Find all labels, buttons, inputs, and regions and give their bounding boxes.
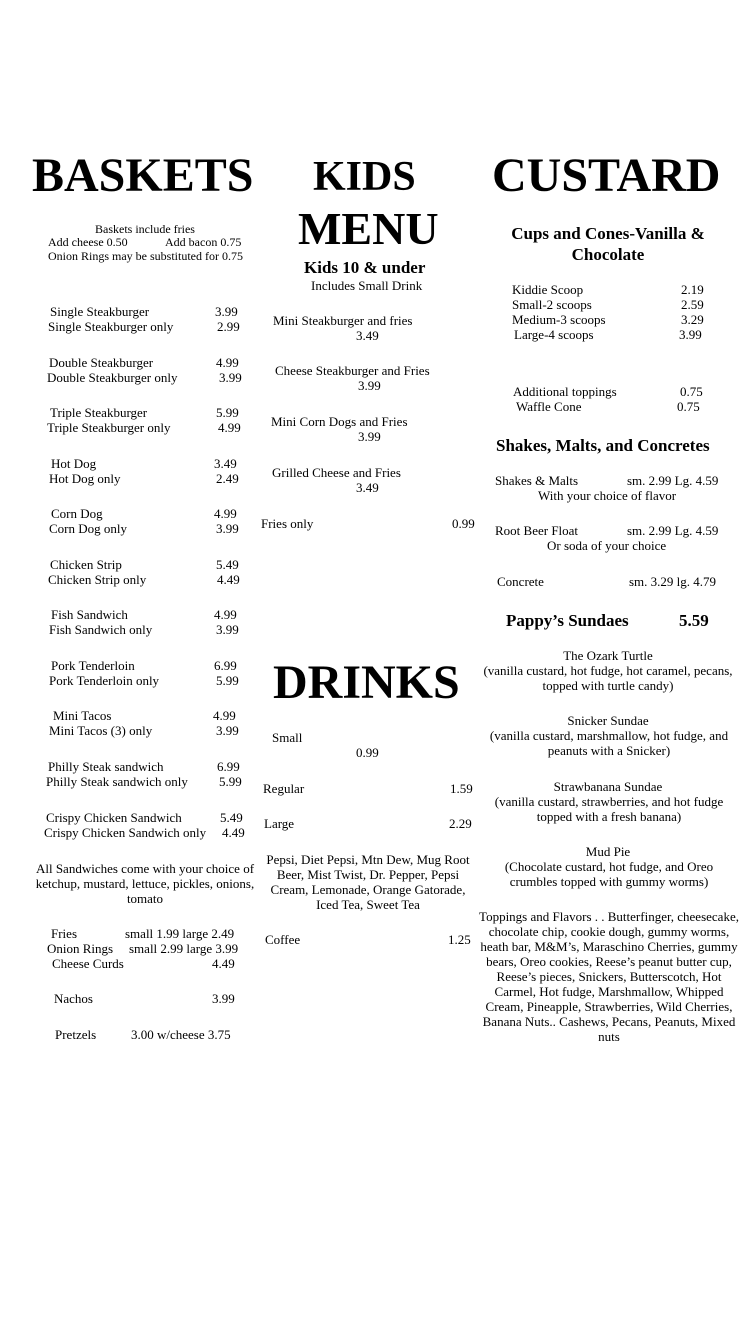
- menu-item-name: Fish Sandwich only: [49, 622, 153, 637]
- menu-item-price: 3.99: [219, 370, 242, 385]
- menu-item-name: Single Steakburger only: [48, 319, 174, 334]
- menu-item-name: Mini Tacos: [53, 708, 112, 723]
- kids-item-price: 3.49: [356, 480, 379, 495]
- drink-size-name: Large: [264, 816, 295, 831]
- kids-item-name: Mini Corn Dogs and Fries: [271, 414, 408, 429]
- side-item-name: Onion Rings: [47, 941, 114, 956]
- menu-item-price: 4.99: [218, 420, 241, 435]
- baskets-note-bacon: Add bacon 0.75: [165, 235, 242, 249]
- menu-item-name: Corn Dog: [51, 506, 103, 521]
- extra-price: 0.75: [680, 384, 703, 399]
- float-note: Or soda of your choice: [547, 538, 667, 553]
- side-item-name: Fries: [51, 926, 77, 941]
- menu-item-price: 5.49: [220, 810, 243, 825]
- menu-item-price: 4.99: [213, 708, 236, 723]
- kids-item-name: Grilled Cheese and Fries: [272, 465, 401, 480]
- kids-item-name: Cheese Steakburger and Fries: [275, 363, 430, 378]
- kids-item-name: Mini Steakburger and fries: [273, 313, 413, 328]
- menu-item-price: 4.49: [217, 572, 240, 587]
- menu-item-price: 6.99: [217, 759, 240, 774]
- menu-item-name: Hot Dog only: [49, 471, 121, 486]
- kids-item-price: 3.49: [356, 328, 379, 343]
- drink-size-price: 2.29: [449, 816, 472, 831]
- menu-item-name: Triple Steakburger: [50, 405, 148, 420]
- menu-item-price: 2.49: [216, 471, 239, 486]
- sundae-name: Strawbanana Sundae: [553, 779, 663, 794]
- extra-name: Additional toppings: [513, 384, 617, 399]
- kids-note: Includes Small Drink: [311, 278, 423, 293]
- shakes-note: With your choice of flavor: [538, 488, 677, 503]
- scoop-price: 2.19: [681, 282, 704, 297]
- kids-title: KIDS: [313, 154, 416, 200]
- menu-item-price: 5.99: [216, 673, 239, 688]
- kids-item-price: 3.99: [358, 378, 381, 393]
- coffee-price: 1.25: [448, 932, 471, 947]
- scoop-name: Large-4 scoops: [514, 327, 594, 342]
- drink-size-name: Small: [272, 730, 303, 745]
- menu-item-name: Chicken Strip only: [48, 572, 147, 587]
- menu-item-price: 4.99: [214, 607, 237, 622]
- scoop-price: 3.29: [681, 312, 704, 327]
- sundaes-heading: Pappy’s Sundaes: [506, 611, 629, 630]
- side-item-price: 4.49: [212, 956, 235, 971]
- side-item-name: Nachos: [54, 991, 93, 1006]
- side-item-price: small 1.99 large 2.49: [125, 926, 235, 941]
- float-name: Root Beer Float: [495, 523, 579, 538]
- menu-item-price: 2.99: [217, 319, 240, 334]
- menu-item-price: 3.99: [216, 723, 239, 738]
- side-item-price: 3.99: [212, 991, 235, 1006]
- menu-item-name: Crispy Chicken Sandwich: [46, 810, 182, 825]
- scoop-name: Medium-3 scoops: [512, 312, 606, 327]
- kids-item-price: 3.99: [358, 429, 381, 444]
- side-item-price: 3.00 w/cheese 3.75: [131, 1027, 231, 1042]
- sandwich-note: All Sandwiches come with your choice of ketchup, mustard, lettuce, pickles, onions, tomato: [35, 861, 255, 906]
- scoop-name: Kiddie Scoop: [512, 282, 584, 297]
- drink-size-name: Regular: [263, 781, 305, 796]
- float-price: sm. 2.99 Lg. 4.59: [627, 523, 719, 538]
- menu-item-name: Double Steakburger only: [47, 370, 178, 385]
- fries-only-name: Fries only: [261, 516, 314, 531]
- menu-item-name: Corn Dog only: [49, 521, 127, 536]
- scoop-price: 2.59: [681, 297, 704, 312]
- menu-item-name: Single Steakburger: [50, 304, 150, 319]
- menu-item-name: Philly Steak sandwich only: [46, 774, 188, 789]
- sundae-desc: (vanilla custard, hot fudge, hot caramel, pecans, topped with turtle candy): [483, 663, 733, 693]
- menu-item-price: 5.99: [216, 405, 239, 420]
- sundae-desc: (vanilla custard, marshmallow, hot fudge, and peanuts with a Snicker): [489, 728, 729, 758]
- custard-title: CUSTARD: [492, 149, 721, 202]
- menu-item-name: Chicken Strip: [50, 557, 122, 572]
- side-item-name: Cheese Curds: [52, 956, 124, 971]
- concrete-name: Concrete: [497, 574, 544, 589]
- menu-item-name: Mini Tacos (3) only: [49, 723, 153, 738]
- menu-item-price: 3.99: [216, 521, 239, 536]
- concrete-price: sm. 3.29 lg. 4.79: [629, 574, 717, 589]
- kids-menu-title: MENU: [298, 203, 439, 254]
- drink-flavors: Pepsi, Diet Pepsi, Mtn Dew, Mug Root Beer, Mist Twist, Dr. Pepper, Pepsi Cream, Lemonade, Orange Gatorade, Iced Tea, Sweet Tea: [266, 852, 470, 912]
- sundae-desc: (Chocolate custard, hot fudge, and Oreo crumbles topped with gummy worms): [504, 859, 714, 889]
- side-item-price: small 2.99 large 3.99: [129, 941, 239, 956]
- sundae-name: Snicker Sundae: [567, 713, 649, 728]
- coffee-name: Coffee: [265, 932, 301, 947]
- shakes-name: Shakes & Malts: [495, 473, 579, 488]
- scoop-price: 3.99: [679, 327, 702, 342]
- menu-item-price: 3.99: [216, 622, 239, 637]
- menu-item-name: Pork Tenderloin only: [49, 673, 160, 688]
- menu-item-price: 4.99: [216, 355, 239, 370]
- sundae-desc: (vanilla custard, strawberries, and hot fudge topped with a fresh banana): [494, 794, 724, 824]
- menu-item-name: Double Steakburger: [49, 355, 154, 370]
- menu-item-name: Hot Dog: [51, 456, 97, 471]
- baskets-note-onion: Onion Rings may be substituted for 0.75: [48, 249, 243, 263]
- scoop-name: Small-2 scoops: [512, 297, 592, 312]
- menu-item-price: 3.49: [214, 456, 237, 471]
- baskets-note-cheese: Add cheese 0.50: [48, 235, 128, 249]
- extra-name: Waffle Cone: [516, 399, 582, 414]
- drink-size-price: 1.59: [450, 781, 473, 796]
- baskets-title: BASKETS: [32, 149, 254, 202]
- menu-item-price: 3.99: [215, 304, 238, 319]
- menu-item-name: Crispy Chicken Sandwich only: [44, 825, 207, 840]
- extra-price: 0.75: [677, 399, 700, 414]
- menu-item-price: 6.99: [214, 658, 237, 673]
- sundae-name: The Ozark Turtle: [563, 648, 653, 663]
- menu-item-price: 5.49: [216, 557, 239, 572]
- toppings-list: Toppings and Flavors . . Butterfinger, cheesecake, chocolate chip, cookie dough, gummy worms, heath bar, M&M’s, Maraschino Cherries, gummy bears, Oreo cookies, Reese’s peanut butter cup, Reese’s pieces, Snickers, Butterscotch, Hot Carmel, Hot fudge, Marshmallow, Whipped Cream, Pineapple, Strawberries, Wild Cherries, Banana Nuts.. Cashews, Pecans, Peanuts, Mixed nuts: [479, 909, 739, 1044]
- menu-item-name: Pork Tenderloin: [51, 658, 135, 673]
- menu-item-name: Philly Steak sandwich: [48, 759, 164, 774]
- sundae-name: Mud Pie: [585, 844, 631, 859]
- shakes-price: sm. 2.99 Lg. 4.59: [627, 473, 719, 488]
- drink-size-price: 0.99: [356, 745, 379, 760]
- kids-subtitle: Kids 10 & under: [304, 258, 426, 277]
- menu-item-price: 5.99: [219, 774, 242, 789]
- cups-cones-heading: Cups and Cones-Vanilla & Chocolate: [511, 224, 705, 264]
- sundaes-price: 5.59: [679, 611, 709, 630]
- menu-item-price: 4.99: [214, 506, 237, 521]
- menu-item-name: Fish Sandwich: [51, 607, 128, 622]
- drinks-title: DRINKS: [273, 656, 460, 709]
- baskets-note-fries: Baskets include fries: [95, 222, 195, 236]
- menu-item-price: 4.49: [222, 825, 245, 840]
- menu-item-name: Triple Steakburger only: [47, 420, 171, 435]
- fries-only-price: 0.99: [452, 516, 475, 531]
- side-item-name: Pretzels: [55, 1027, 97, 1042]
- shakes-heading: Shakes, Malts, and Concretes: [496, 436, 710, 455]
